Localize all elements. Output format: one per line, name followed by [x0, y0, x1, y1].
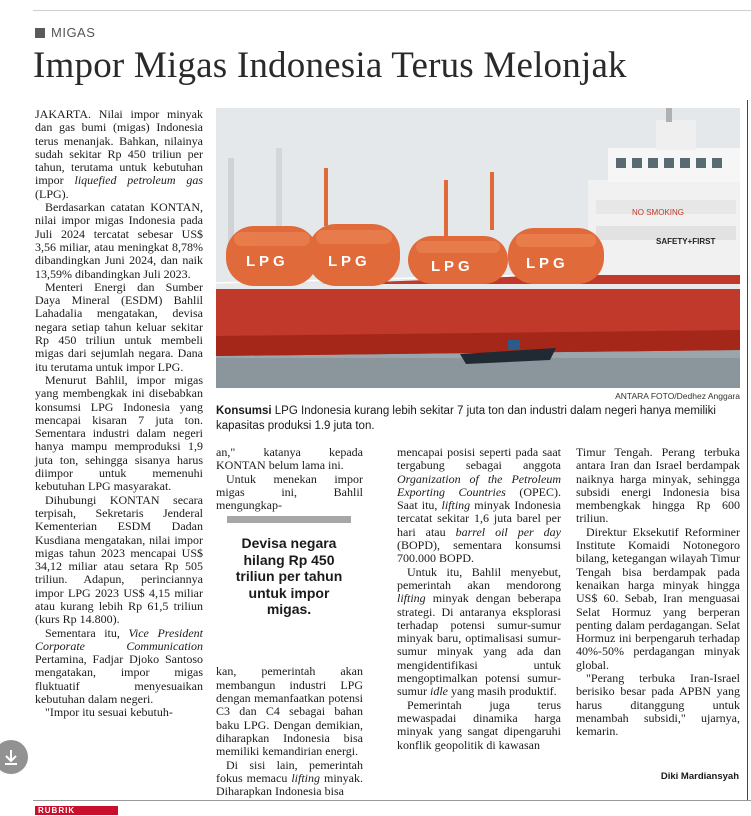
paragraph: JAKARTA. Nilai impor minyak dan gas bumi (migas) Indonesia terus menanjak. Bahkan, nilainya sudah sekitar Rp 450 triliun per tahun, terutama untuk kebutuhan impor liquefied petroleum gas (LPG).: [35, 107, 203, 201]
paragraph: Menteri Energi dan Sumber Daya Mineral (ESDM) Bahlil Lahadalia mengatakan, devisa negara setiap tahun keluar sekitar Rp 450 triliun untuk membeli migas dari sejumlah negara. Dana itu terutama untuk impor LPG.: [35, 279, 203, 374]
headline: Impor Migas Indonesia Terus Melonjak: [33, 45, 627, 86]
paragraph: Timur Tengah. Perang terbuka antara Iran dan Israel berdampak naiknya harga minyak, sehingga subsidi energi Indonesia bisa membengkak hingga Rp 600 triliun.: [576, 445, 740, 526]
paragraph: mencapai posisi seperti pada saat tergabung sebagai anggota Organization of the Petroleum Exporting Countries (OPEC). Saat itu, lifting minyak Indonesia tercatat sekitar 1,6 juta barel per hari atau barrel oil per day (BOPD), sementara konsumsi 700.000 BOPD.: [397, 445, 561, 566]
article-column-4: [576, 446, 740, 739]
paragraph: Di sisi lain, pemerintah fokus memacu lifting minyak. Diharapkan Indonesia bisa: [216, 757, 363, 799]
paragraph: Dihubungi KONTAN secara terpisah, Sekretaris Jenderal Kementerian ESDM Dadan Kusdiana mengatakan, nilai impor migas tahun 2023 mencapai US$ 34,12 miliar atau setara Rp 505 triliun. Adapun, perinciannya impor LPG 2023 US$ 4,15 miliar atau kurang lebih Rp 61,5 triliun (kurs Rp 14.800).: [35, 492, 203, 627]
tank-label-2: L P G: [328, 253, 367, 270]
paragraph: "Impor itu sesuai kebutuh-: [45, 705, 173, 720]
paragraph: Direktur Eksekutif Reforminer Institute Komaidi Notonegoro bilang, ketegangan wilayah Timur Tengah bisa berdampak pada kenaikan harga minyak hingga US$ 60. Sebab, Iran menguasai Selat Hormuz yang berperan penting dalam perdagangan. Selat Hormuz ini berpengaruh terhadap 40%-50% perdagangan minyak global.: [576, 524, 740, 672]
paragraph: Menurut Bahlil, impor migas yang membengkak ini disebabkan konsumsi LPG Indonesia yang mencapai kisaran 7 juta ton. Sementara industri dalam negeri hanya mampu memproduksi 1,9 juta ton, sehingga sisanya harus diimpor untuk memenuhi kebutuhan LPG masyarakat.: [35, 372, 203, 494]
news-photo-lpg-tanker: [216, 108, 740, 388]
paragraph: Berdasarkan catatan KONTAN, nilai impor migas Indonesia pada Juli 2024 tercatat sebesar US$ 3,56 miliar, atau meningkat 8,78% dibandingkan Juni 2024, dan naik 13,59% dibandingkan Juli 2023.: [35, 200, 203, 281]
article-column-2: [216, 446, 363, 798]
lpg-tanker-illustration: [216, 108, 740, 388]
paragraph: Untuk menekan impor migas ini, Bahlil mengungkap-: [216, 471, 363, 513]
download-button[interactable]: [0, 740, 28, 774]
byline: Diki Mardiansyah: [660, 771, 739, 782]
right-column-rule: [747, 100, 748, 800]
pullquote-text: Devisa negara hilang Rp 450 triliun per tahun untuk impor migas.: [235, 535, 343, 617]
safety-first-sign: SAFETY+FIRST: [656, 237, 716, 246]
paragraph: kan, pemerintah akan membangun industri LPG dengan memanfaatkan potensi C3 dan C4 sebagai bahan baku LPG. Dengan demikian, diharapkan Indonesia bisa memiliki kemandirian energi.: [216, 664, 363, 759]
paragraph: "Perang terbuka Iran-Israel berisiko besar pada APBN yang harus ditanggung untuk menambah subsidi," ujarnya, kemarin.: [576, 671, 740, 739]
top-rule: [33, 10, 751, 11]
pullquote-bar: [227, 516, 351, 523]
paragraph: an," katanya kepada KONTAN belum lama ini.: [216, 445, 363, 473]
article-column-1: [35, 108, 203, 720]
next-section-label: RUBRIK: [35, 806, 118, 815]
section-square-icon: [35, 28, 45, 38]
caption-text: LPG Indonesia kurang lebih sekitar 7 juta ton dan industri dalam negeri hanya memiliki kapasitas produksi 1.9 juta ton.: [216, 405, 716, 432]
section-label: [35, 25, 95, 40]
paragraph: Pemerintah juga terus mewaspadai dinamika harga minyak yang sangat dipengaruhi konflik geopolitik di kawasan: [397, 697, 561, 752]
photo-credit: ANTARA FOTO/Dedhez Anggara: [615, 391, 740, 401]
tank-label-1: L P G: [246, 253, 285, 270]
caption-lead: Konsumsi: [216, 405, 272, 417]
paragraph: Untuk itu, Bahlil menyebut, pemerintah akan mendorong lifting minyak dengan beberapa strategi. Di antaranya eksplorasi terhadap potensi sumur-sumur minyak baru, optimalisasi sumur-sumur minyak yang ada dan mengidentifikasi untuk mengoptimalkan potensi sumur-sumur idle yang masih produktif.: [397, 564, 561, 699]
pullquote: [227, 516, 351, 618]
next-article-box: [33, 800, 751, 816]
no-smoking-sign: NO SMOKING: [632, 208, 685, 217]
section-label-text: MIGAS: [51, 25, 96, 40]
tank-label-3: L P G: [431, 258, 470, 275]
photo-caption: [216, 404, 736, 434]
download-arrow-icon: [2, 748, 20, 766]
tank-label-4: L P G: [526, 255, 565, 272]
paragraph: Sementara itu, Vice President Corporate Communication Pertamina, Fadjar Djoko Santoso mengatakan, impor migas fluktuatif menyesuaikan kebutuhan dalam negeri.: [35, 625, 203, 707]
article-column-3: [397, 446, 561, 752]
